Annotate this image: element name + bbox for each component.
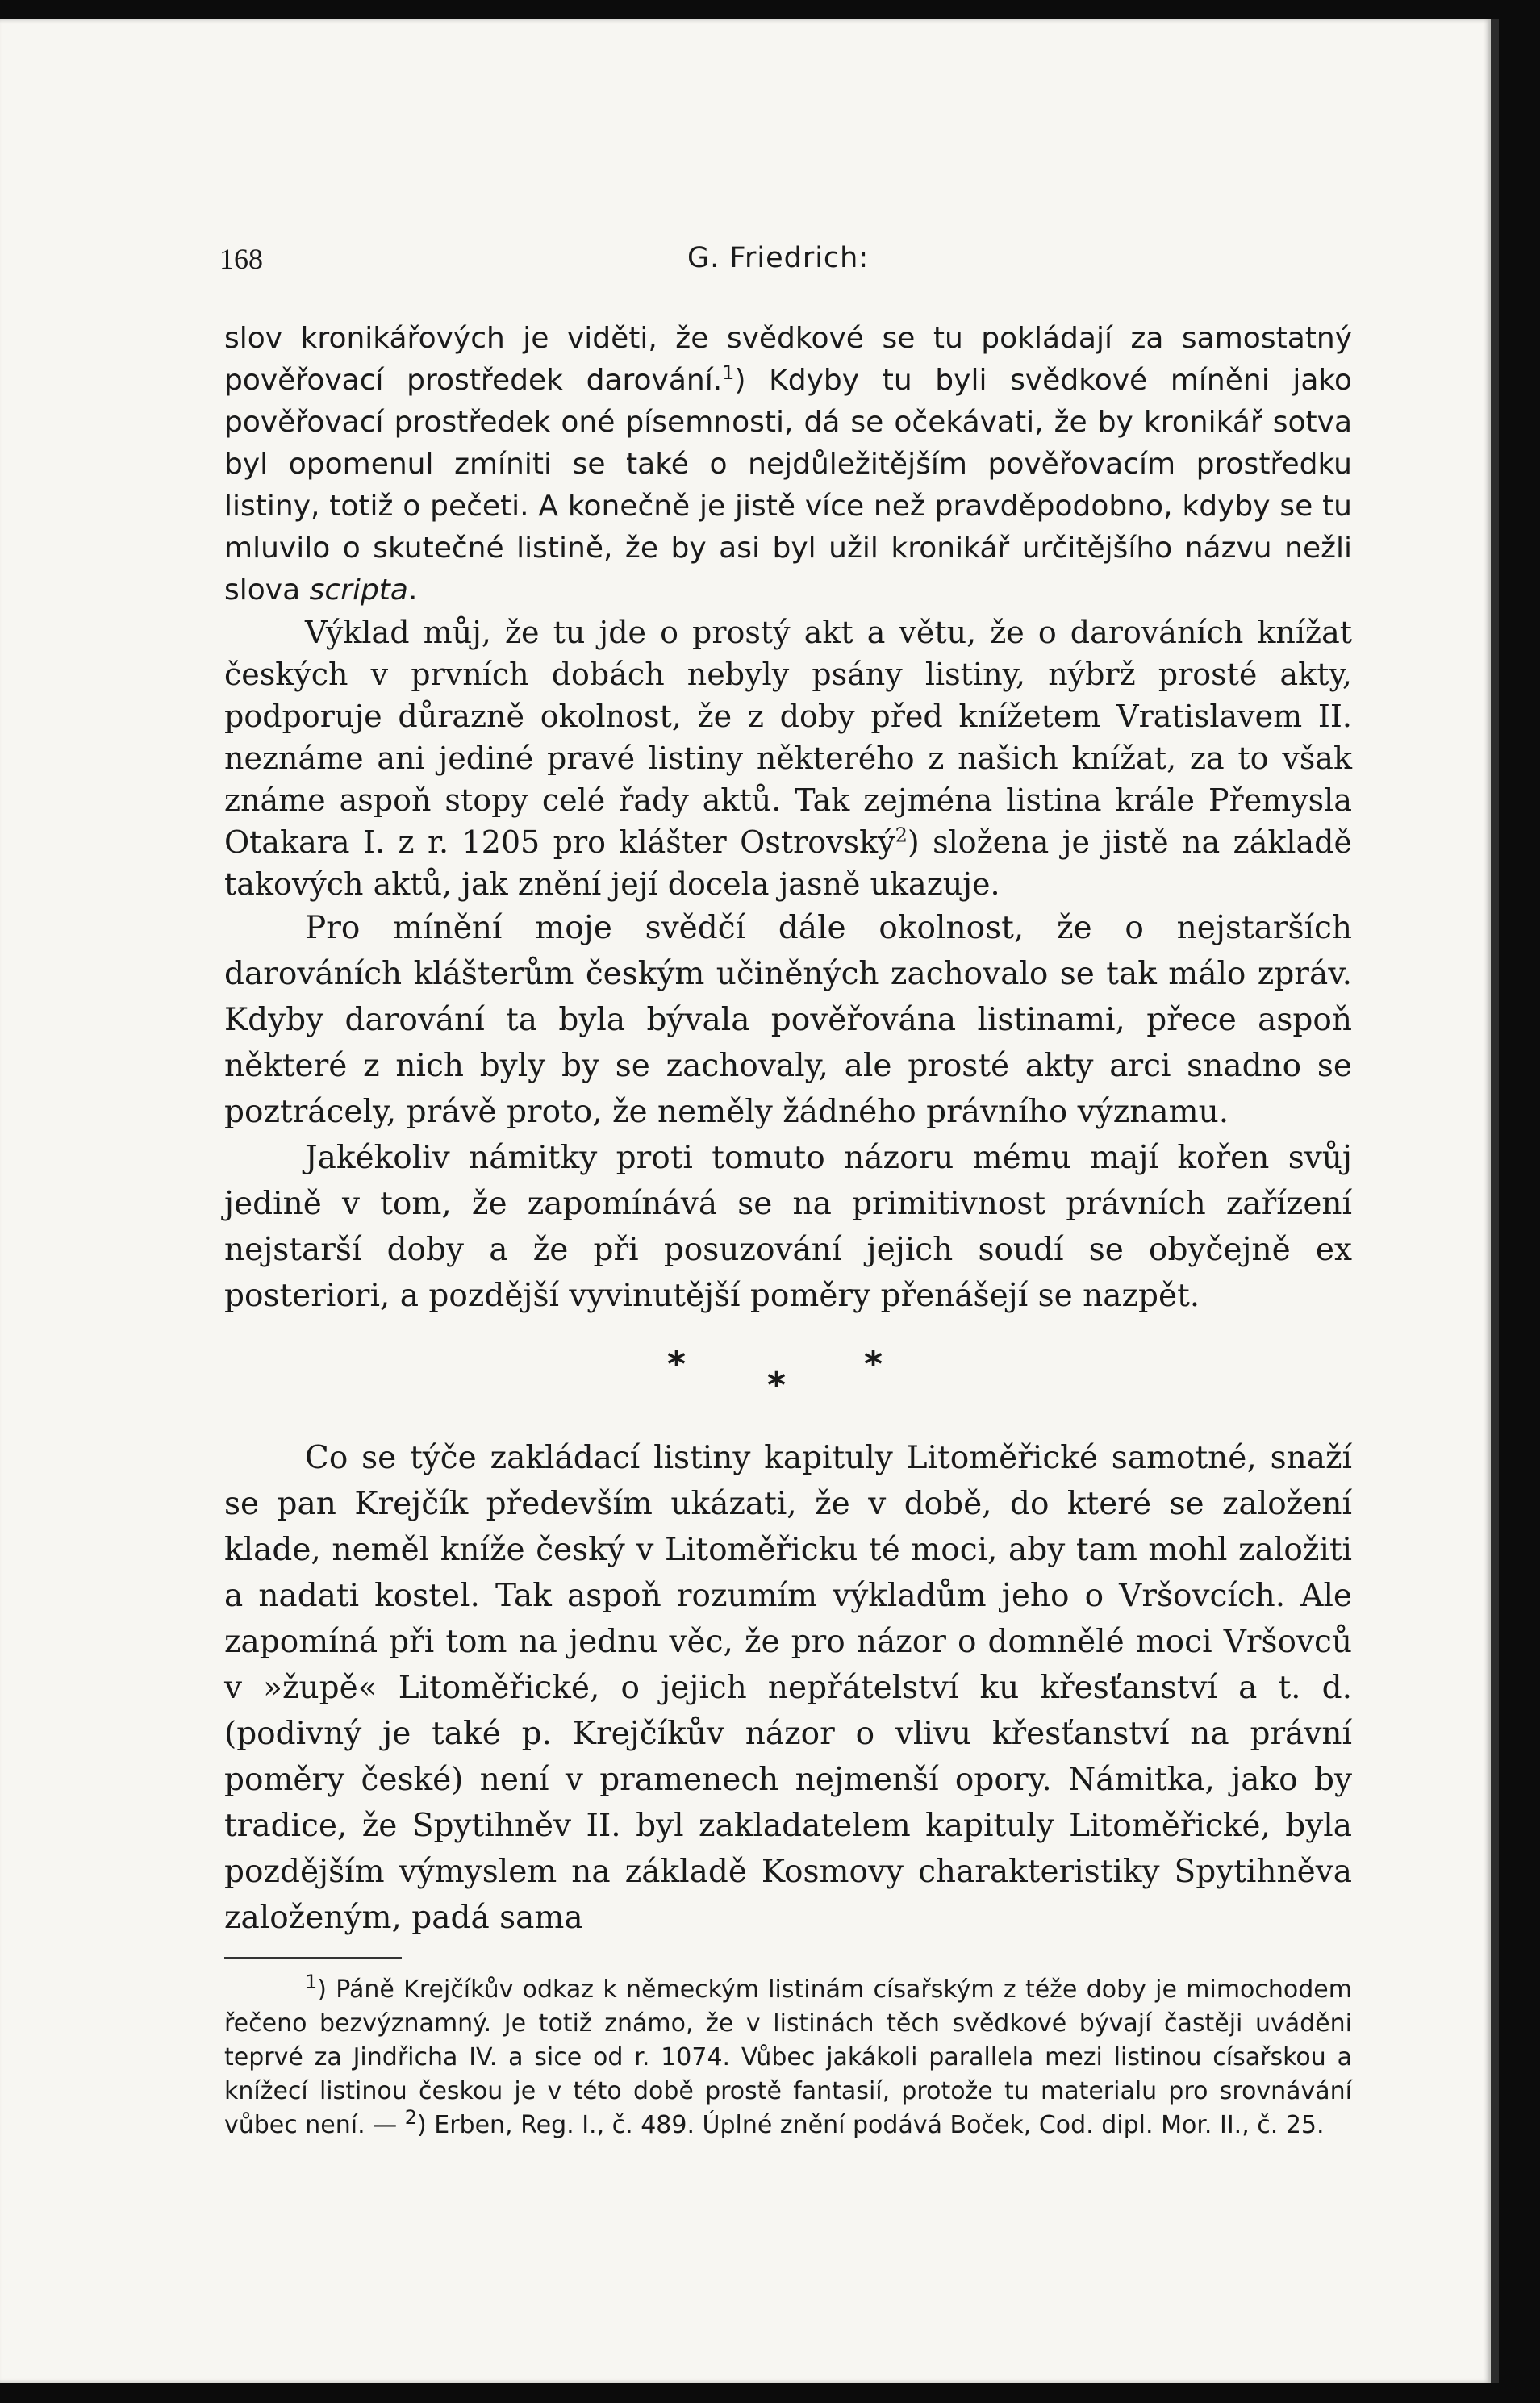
paragraph-1 (224, 318, 1352, 611)
paragraph-2 (224, 611, 1352, 905)
page-number: 168 (219, 243, 263, 275)
paragraph-3: Pro mínění moje svědčí dále okolnost, že o nejstarších darováních klášterům českým učiněných zachovalo se tak málo zpráv. Kdyby darování ta byla bývala pověřována listinami, přece aspoň některé z nich byly by se zachovaly, ale prosté akty arci snadno se poztrácely, právě proto, že neměly žádného právního významu. (224, 910, 1352, 1130)
separator-star: * (864, 1344, 883, 1385)
paragraph-5: Co se týče zakládací listiny kapituly Litoměřické samotné, snaží se pan Krejčík především ukázati, že v době, do které se založení klade, neměl kníže český v Litoměřicku té moci, aby tam mohl založiti a nadati kostel. Tak aspoň rozumím výkladům jeho o Vršovcích. Ale zapomíná při tom na jednu věc, že pro názor o domnělé moci Vršovců v »župě« Litoměřické, o jejich nepřátelství ku křesťanství a t. d. (podivný je také p. Krejčíkův názor o vlivu křesťanství na právní poměry české) není v pramenech nejmenší opory. Námitka, jako by tradice, že Spytihněv II. byl zakladatelem kapituly Litoměřické, byla pozdějším výmyslem na základě Kosmovy charakteristiky Spytihněva založeným, padá sama (224, 1440, 1352, 1936)
footnote-divider (224, 1957, 402, 1959)
paragraph-1-text-b: ) Kdyby tu byli svědkové míněni jako pověřovací prostředek oné písemnosti, dá se očekávati, že by kronikář sotva byl opomenul zmíniti se také o nejdůležitějším pověřovacím prostředku listiny, totiž o pečeti. A konečně je jistě více než pravděpodobno, kdyby se tu mluvilo o skutečné listině, že by asi byl užil kronikář určitějšího názvu nežli slova (224, 364, 1353, 607)
section-separator (667, 1341, 909, 1406)
separator-star: * (667, 1344, 687, 1385)
footnote-text (224, 1973, 1352, 2142)
paragraph-1-end: . (407, 574, 418, 607)
book-page (0, 19, 1499, 2383)
running-title: G. Friedrich: (687, 242, 870, 274)
footnote-1-text: ) Páně Krejčíkův odkaz k německým listinám císařským z téže doby je mimochodem řečeno bezvýznamný. Je totiž známo, že v listinách těch svědkové bývají častěji uváděni teprvé za Jindřicha IV. a sice od r. 1074. Vůbec jakákoli parallela mezi listinou císařskou a knížecí listinou českou je v této době prostě fantasií, protože tu materialu pro srovnávání vůbec není. — (224, 1975, 1352, 2139)
paragraph-2-text-a: Výklad můj, že tu jde o prostý akt a větu, že o darováních knížat českých v prvních dobách nebyly psány listiny, nýbrž prosté akty, podporuje důrazně okolnost, že z doby před knížetem Vratislavem II. neznáme ani jediné pravé listiny některého z našich knížat, za to však známe aspoň stopy celé řady aktů. Tak zejména listina krále Přemysla Otakara I. z r. 1205 pro klášter Ostrovský (224, 615, 1352, 860)
paragraph-4: Jakékoliv námitky proti tomuto názoru mému mají kořen svůj jedině v tom, že zapomínává se na primitivnost právních zařízení nejstarší doby a že při posuzování jejich soudí se obyčejně ex posteriori, a pozdější vyvinutější poměry přenášejí se nazpět. (224, 1140, 1352, 1314)
footnote-ref-2: 2 (895, 824, 908, 847)
footnote-2-text: ) Erben, Reg. I., č. 489. Úplné znění podává Boček, Cod. dipl. Mor. II., č. 25. (417, 2111, 1325, 2139)
separator-star: * (767, 1365, 787, 1406)
footnotes (224, 1973, 1352, 2142)
paragraph-2-text-b: ) složena je jistě na základě takových aktů, jak znění její docela jasně ukazuje. (224, 824, 1352, 902)
main-text (224, 318, 1352, 2142)
footnote-ref-1: 1 (722, 361, 735, 384)
page-header (219, 242, 1349, 290)
paragraph-1-text-a: slov kronikářových je viděti, že svědkové se tu pokládají za samostatný pověřovací prostředek darování. (224, 322, 1352, 397)
italic-term: scripta (309, 574, 408, 607)
footnote-mark-1: 1 (305, 1971, 318, 1993)
footnote-mark-2: 2 (404, 2106, 418, 2129)
